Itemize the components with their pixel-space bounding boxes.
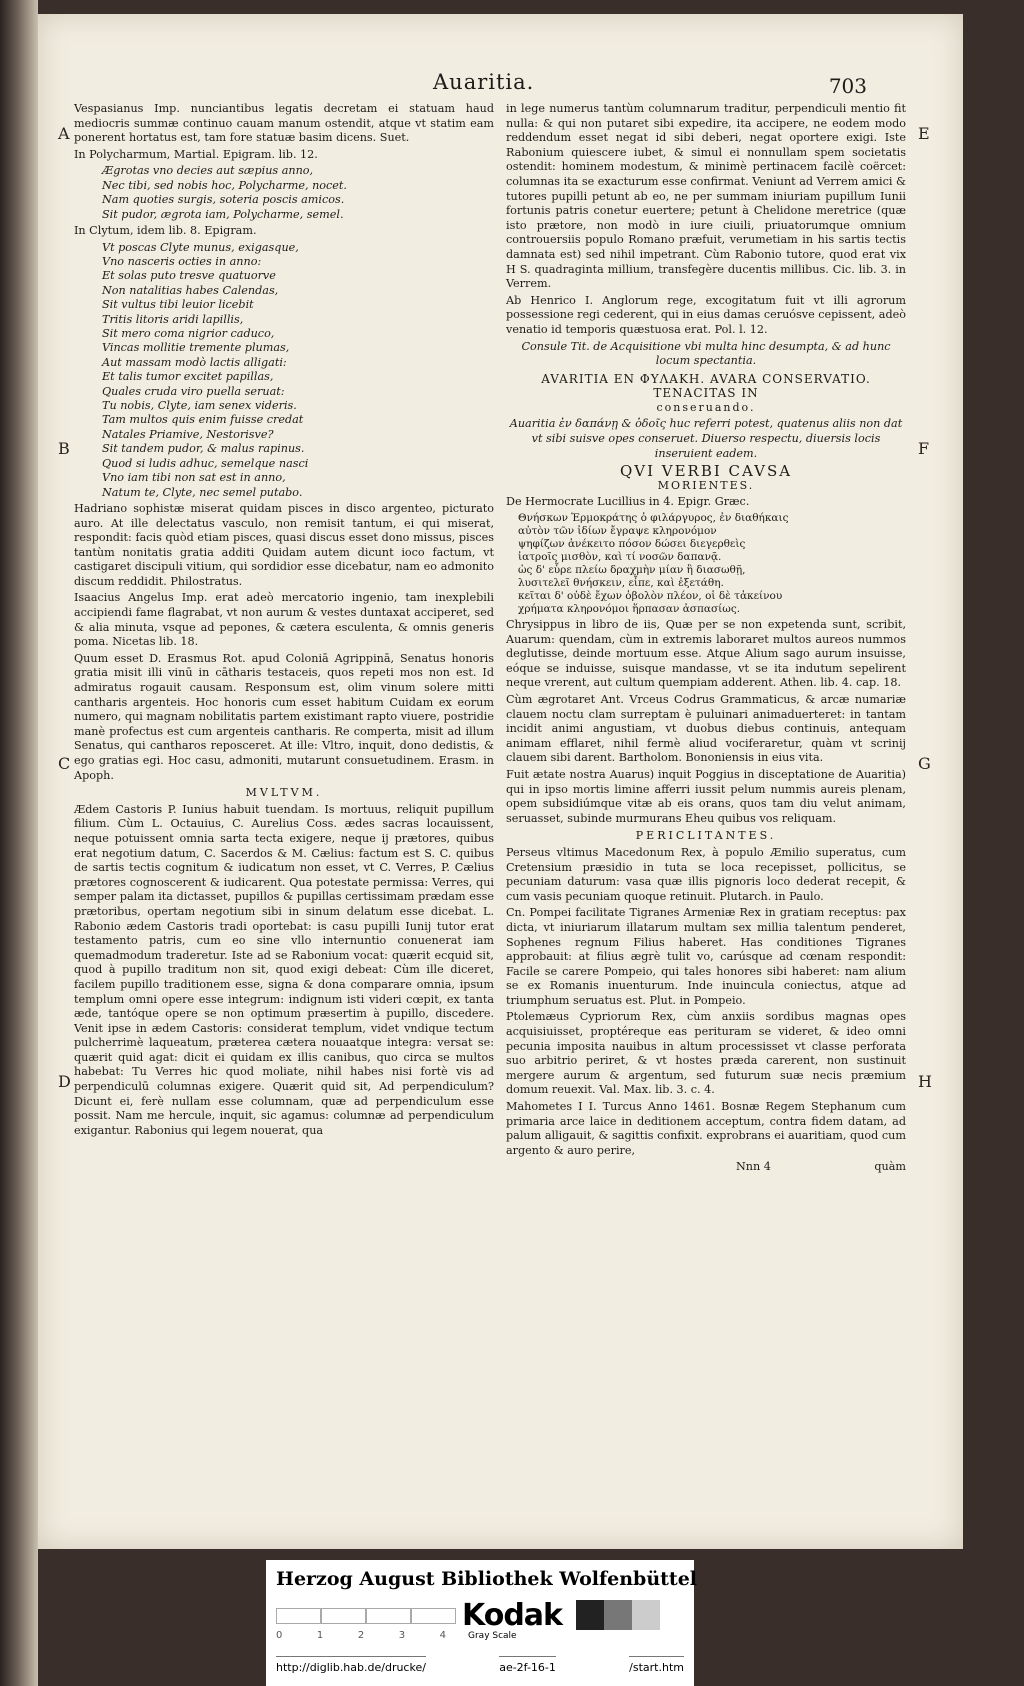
book-binding-edge: [0, 0, 38, 1686]
verse-block: [102, 164, 494, 222]
right-column: [506, 102, 906, 1178]
catchword: quàm: [874, 1160, 906, 1174]
margin-letter-b: B: [58, 439, 70, 458]
section-subtitle: conseruando.: [656, 400, 756, 414]
paragraph: Ædem Castoris P. Iunius habuit tuendam. Is mortuus, reliquit pupillum filium. Cùm L. Octauius, C. Aurelius Coss. ædes sacras locauissent, neque potuissent omnia sarta tecta exigere, neque ij prætores, quibus erat negotium datum, C. Sacerdos & M. Cælius: factum est S. C. quibus de sartis tectis cognitum & iudicatum non esset, vt C. Verres, P. Cælius prætores cognoscerent & iudicarent. Qua potestate permissa: Verres, qui semper palam ita dictasset, pupillos & pupillas certissimam prædam esse prætoribus, opertam negotium sibi in sinum delatum esse dicebat. L. Rabonio ædem Castoris tradi oportebat: is casu pupilli Iunij tutor erat testamento patris, cum eo sine vllo internuntio conuenerat iam quemadmodum traderetur. Iste ad se Rabonium vocat: quærit ecquid sit, quod à pupillo traditum non sit, quod exigi debeat: Cùm ille diceret, facilem pupillo traditionem esse, signa & dona comparare omnia, ipsum templum omni opere esse integrum: indignum isti videri cœpit, ex tanta æde, tantóque opere se non optimum præsertim à pupillo, discedere. Venit ipse in ædem Castoris: considerat templum, videt vndique tectum pulcherrimè laqueatum, præterea cætera nouaatque integra: versat se: quærit quid agat: dicit ei quidam ex illis canibus, quo circa se multos habebat: Tu Verres hic quod moliate, nihil habes nisi fortè vis ad perpendiculū columnas exigere. Quærit quid sit, Ad perpendiculum? Dicunt ei, ferè nullam esse columnam, quæ ad perpendiculum esse possit. Nam me hercule, inquit, sic agamus: columnæ ad perpendiculum exigantur. Rabonius qui legem nouerat, qua: [74, 802, 494, 1137]
scale-number: 1: [316, 1630, 324, 1641]
greek-line: ψηφίζων ἀνέκειτο πόσον δώσει διεγερθεὶς: [518, 538, 746, 551]
verse-line: Sit tandem pudor, & malus rapinus.: [102, 442, 305, 456]
page-foot-line: [506, 1160, 906, 1178]
margin-letter-h: H: [918, 1072, 932, 1091]
margin-letter-c: C: [58, 754, 71, 773]
paragraph: In Polycharmum, Martial. Epigram. lib. 12.: [74, 147, 318, 161]
verse-line: Et solas puto tresve quatuorve: [102, 269, 276, 283]
greek-line: Θνήσκων Ἑρμοκράτης ὁ φιλάργυρος, ἐν διαθήκαις: [518, 512, 789, 525]
scale-segment: [366, 1608, 411, 1624]
section-note: Auaritia ἐν δαπάνῃ & ὁδοῖς huc referri potest, quatenus aliis non dat vt sibi suisve opes conseruet. Diuerso respectu, diuersis locis inseruient eadem.: [509, 417, 903, 460]
paragraph: De Hermocrate Lucillius in 4. Epigr. Græc.: [506, 495, 750, 509]
verse-line: Vno nasceris octies in anno:: [102, 255, 262, 268]
start-page-link[interactable]: /start.htm: [629, 1656, 684, 1674]
margin-letter-g: G: [918, 754, 931, 773]
verse-line: Nam quoties surgis, soteria poscis amicos.: [102, 193, 345, 207]
verse-line: Vno iam tibi non sat est in anno,: [102, 471, 286, 485]
verse-line: Nec tibi, sed nobis hoc, Polycharme, nocet.: [102, 178, 347, 192]
scale-segment: [411, 1608, 456, 1624]
section-title-avaritia: AVARITIA EN ΦΥΛΑΚΗ. AVARA CONSERVATIO. TENACITAS IN: [541, 371, 871, 401]
verse-line: Natum te, Clyte, nec semel putabo.: [102, 485, 303, 499]
paragraph: Isaacius Angelus Imp. erat adeò mercatorio ingenio, tam inexplebili accipiendi fame flagrabat, vt non aurum & vestes duntaxat acciperet, sed & alia minuta, vsque ad pepones, & cætera esculenta, & omnis generis poma. Nicetas lib. 18.: [74, 591, 494, 649]
paragraph: Chrysippus in libro de iis, Quæ per se non expetenda sunt, scribit, Auarum: quendam, cùm in extremis laboraret multos aureos nummos deglutisse, deinde mortuum esse. Atque Alium sago aurum insuisse, eóque se induisse, suisque mandasse, vt se ita indutum sepelirent neque vrerent, aut cultum quempiam adderent. Athen. lib. 4. cap. 18.: [506, 618, 906, 690]
library-name: Herzog August Bibliothek Wolfenbüttel: [276, 1568, 697, 1590]
verse-line: Tu nobis, Clyte, iam senex videris.: [102, 399, 297, 413]
verse-line: Natales Priamive, Nestorisve?: [102, 427, 274, 441]
gray-patch-dark: [576, 1600, 604, 1630]
shelfmark: ae-2f-16-1: [499, 1656, 556, 1674]
gray-scale-label: Gray Scale: [468, 1631, 517, 1641]
verse-line: Tam multos quis enim fuisse credat: [102, 413, 304, 427]
paragraph: in lege numerus tantùm columnarum traditur, perpendiculi mentio fit nulla: & qui non putaret sibi expedire, ita accipere, ne eodem modo reddendum esset negat id sibi deberi, negat oportere exigi. Iste Rabonium quiescere iubet, & simul ei nonnullam spem societatis ostendit: hominem modestum, & minimè pertinacem facilè coërcet: columnas ita se exacturum esse confirmat. Veniunt ad Verrem amici & tutores pupilli petunt ab eo, ne per summam iniuriam pupillum Iunii fortunis patris conetur euertere; petunt à Chelidone meretrice (quæ isto prætore, non modò in iure ciuili, priuatorumque omnium controuersiis populo Romano præfuit, verumetiam in his sartis tectis damnata est) sed nihil impetrant. Cùm Rabonio tutore, quod erat vix H S. quadraginta millium, transfegère ducentis millibus. Cic. lib. 3. in Verrem.: [506, 102, 906, 291]
paragraph: Ab Henrico I. Anglorum rege, excogitatum fuit vt illi agrorum possessione regi cederent, qui in eius damas ceruósve cepissent, adeò venatio id temporis quæstuosa erat. Pol. l. 12.: [506, 293, 906, 336]
paragraph: Hadriano sophistæ miserat quidam pisces in disco argenteo, picturato auro. At ille delectatus vasculo, non remisit tantum, ei qui miserat, respondit: facis quòd etiam pisces, quasi discus esset dono missus, pisces tantùm nonitatis gratia additi Quidam autem dicunt ioco factum, vt castigaret discipuli vitium, qui sordidior esse dicebatur, nam eo admonito discum reddidit. Philostratus.: [74, 501, 494, 588]
verse-line: Vt poscas Clyte munus, exigasque,: [102, 240, 299, 254]
library-url[interactable]: http://diglib.hab.de/drucke/: [276, 1656, 426, 1674]
running-title: Auaritia.: [433, 70, 535, 94]
verse-line: Non natalitias habes Calendas,: [102, 283, 279, 297]
verse-line: Sit pudor, ægrota iam, Polycharme, semel.: [102, 207, 344, 221]
page-header: [38, 70, 963, 100]
signature-mark: Nnn 4: [736, 1160, 771, 1174]
scale-numbers: [276, 1630, 446, 1641]
paragraph: Cn. Pompei facilitate Tigranes Armeniæ Rex in gratiam receptus: pax dicta, vt iniuriarum illatarum multam sex millia talentum penderet, Sophenes regnum Filius haberet. Has conditiones Tigranes approbauit: at filius ægrè tulit vo, carúsque ad cœnam respondit: Facile se carere Pompeio, qui tales honores sibi haberet: nam alium se ex Romanis inuenturum. Inde inuincula coniectus, atque ad triumphum seruatus est. Plut. in Pompeio.: [506, 906, 906, 1007]
paragraph: Ptolemæus Cypriorum Rex, cùm anxiis sordibus magnas opes acquisiuisset, proptéreque eas perituram se videret, & ideo omni pecunia imposita nauibus in altum processisset vt classe perforata suo arbitrio periret, & vt hostes præda carerent, non sustinuit mergere aurum & argentum, sed futurum suæ necis præmium domum reuexit. Val. Max. lib. 3. c. 4.: [506, 1010, 906, 1097]
gray-patch-light: [632, 1600, 660, 1630]
scale-number: 4: [439, 1630, 446, 1641]
paragraph: Perseus vltimus Macedonum Rex, à populo Æmilio superatus, cum Cretensium præsidio in tuta se loca recepisset, pollicitus, se pecuniam daturum: vasa quæ illis pignoris loco dederat recepit, & cum vasis pecuniam quoque retinuit. Plutarch. in Paulo.: [506, 845, 906, 903]
library-footer-card: [266, 1560, 697, 1686]
scale-number: 2: [357, 1630, 365, 1641]
greek-line: αὐτὸν τῶν ἰδίων ἔγραψε κληρονόμον: [518, 525, 717, 538]
paragraph: Vespasianus Imp. nunciantibus legatis decretam ei statuam haud mediocris summæ continuo cauam manum ostendit, atque vt statim eam ponerent hortatus est, tam fore statuæ basim dicens. Suet.: [74, 102, 494, 145]
scale-number: 3: [398, 1630, 406, 1641]
verse-line: Et talis tumor excitet papillas,: [102, 370, 274, 384]
paragraph: Mahometes I I. Turcus Anno 1461. Bosnæ Regem Stephanum cum primaria arce laice in deditionem acceptum, contra fidem datam, ad palum alligauit, & sagittis confixit. exprobrans ei auaritiam, quod cum argento & auro perire,: [506, 1100, 906, 1157]
section-subtitle-morientes: MORIENTES.: [657, 478, 755, 492]
section-title-qui-verbi-causa: QVI VERBI CAVSA: [619, 462, 793, 481]
section-heading-periclitantes: PERICLITANTES.: [635, 829, 777, 843]
greek-line: ἰατροῖς μισθὸν, καὶ τί νοσῶν δαπανᾷ.: [518, 551, 722, 564]
verse-line: Tritis litoris aridi lapillis,: [102, 312, 244, 326]
paragraph: Cùm ægrotaret Ant. Vrceus Codrus Grammaticus, & arcæ numariæ clauem noctu clam surreptam è puluinari animaduerteret: in tantam incidit animi angustiam, vt duobus diebus continuis, antequam animam efflaret, nihil fermè aliud vociferaretur, quàm vt scrinij clauem sibi darent. Bartholom. Bononiensis in eius vita.: [506, 693, 906, 765]
margin-letter-e: E: [918, 124, 930, 143]
scale-segment: [321, 1608, 366, 1624]
verse-line: Quales cruda viro puella seruat:: [102, 384, 285, 398]
verse-line: Ægrotas vno decies aut sæpius anno,: [102, 164, 314, 178]
verse-line: Aut massam modò lactis alligati:: [102, 355, 287, 369]
section-heading-multum: MVLTVM.: [245, 786, 323, 800]
verse-line: Vincas mollitie tremente plumas,: [102, 341, 290, 355]
page-number: 703: [828, 74, 867, 98]
verse-line: Quod si ludis adhuc, semelque nasci: [102, 456, 309, 470]
greek-epigram: [518, 512, 906, 616]
book-page: [38, 14, 963, 1549]
left-column: [74, 102, 494, 1140]
verse-block: [102, 241, 494, 500]
margin-letter-f: F: [918, 439, 930, 458]
greek-line: κεῖται δ' οὐδὲ ἔχων ὀβολὸν πλέον, οἱ δὲ τἀκείνου: [518, 590, 783, 603]
scale-number: 0: [276, 1630, 283, 1641]
gray-patch-mid: [604, 1600, 632, 1630]
greek-line: ὡς δ' εὗρε πλείω δραχμὴν μίαν ἢ διασωθῇ,: [518, 564, 746, 577]
paragraph: In Clytum, idem lib. 8. Epigram.: [74, 224, 257, 237]
scale-segment: [276, 1608, 321, 1624]
paragraph: Quum esset D. Erasmus Rot. apud Coloniā Agrippinā, Senatus honoris gratia misit illi vinū in cātharis testaceis, quos repeti mos non est. Id admiratus rogauit causam. Responsum est, olim vinum solere mitti cantharis argenteis. Hoc honoris cum esset habitum Cuidam ex eorum numero, qui magnam nobilitatis partem existimant rapto viuere, postridie manè profectus est cum argenteis cantharis. Re comperta, misit ad illum Senatus, qui cantharos reposceret. At ille: Vltro, inquit, dono dedistis, & ego gratias egi. Hoc casu, admoniti, mutarunt consuetudinem. Erasm. in Apoph.: [74, 651, 494, 782]
url-row: [276, 1656, 684, 1674]
cross-reference: Consule Tit. de Acquisitione vbi multa hinc desumpta, & ad hunc locum spectantia.: [521, 339, 891, 368]
greek-line: χρήματα κληρονόμοι ἥρπασαν ἀσπασίως.: [518, 603, 741, 616]
verse-line: Sit mero coma nigrior caduco,: [102, 327, 275, 341]
scale-ruler: [276, 1608, 456, 1624]
margin-letter-a: A: [58, 124, 70, 143]
verse-line: Sit vultus tibi leuior licebit: [102, 298, 254, 312]
margin-letter-d: D: [58, 1072, 71, 1091]
kodak-logo: Kodak: [462, 1598, 562, 1633]
paragraph: Fuit ætate nostra Auarus) inquit Poggius in disceptatione de Auaritia) qui in ipso mortis limine afferri iussit pelum nummis aureis plenam, opem subsidiúmque vitæ ab eis orans, quos tam diu velut animam, seruasset, subinde murmurans Eheu quibus vos reliquam.: [506, 767, 906, 825]
greek-line: λυσιτελεῖ θνήσκειν, εἶπε, καὶ ἐξετάθη.: [518, 577, 724, 590]
